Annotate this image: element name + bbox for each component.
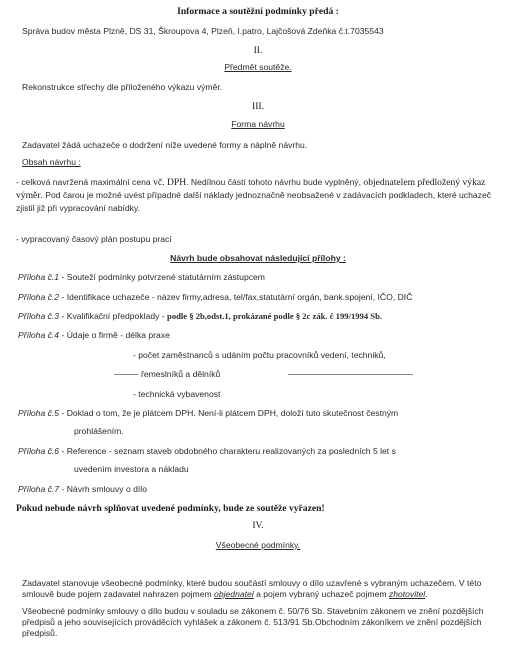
attachment-6-continued: uvedením investora a nákladu [74, 464, 189, 474]
attachment-5: Příloha č.5 - Doklad o tom, že je plátcem DPH. Není-li plátcem DPH, doloží tuto skutečnost čestným [18, 408, 399, 418]
section-iii-intro: Zadavatel žádá uchazeče o dodržení níže uvedené formy a náplně návrhu. [22, 140, 308, 150]
organization-line: Správa budov města Plzně, DS 31, Škroupova 4, Plzeň, I.patro, Lajčošová Zdeňka č.t.7035543 [22, 26, 384, 36]
attachment-1: Příloha č.1 - Souteží podmínky potvrzené statutárním zástupcem [18, 272, 265, 282]
attachment-6: Příloha č.6 - Reference - seznam staveb obdobného charakteru realizovaných za posledních 5 let s [18, 446, 396, 456]
price-text-c: . Nedílnou částí tohoto návrhu bude vyplněný, [186, 177, 364, 187]
term-contractor: zhotovitel [388, 589, 426, 599]
attachment-4: Příloha č.4 - Údaje o firmě - délka praxe [18, 330, 170, 340]
attachment-5-continued: prohlášením. [74, 426, 124, 436]
blank-line [114, 374, 138, 375]
content-item-price [16, 176, 500, 215]
content-item-schedule: - vypracovaný časový plán postupu prací [16, 234, 172, 244]
section-ii-text: Rekonstrukce střechy dle přiloženého výkazu výměr. [22, 82, 223, 92]
disqualification-warning: Pokud nebude návrh splňovat uvedené podmínky, bude ze soutěže vyřazen! [16, 503, 325, 514]
section-iv-numeral: IV. [252, 520, 264, 531]
section-iii-heading: Forma návrhu [231, 119, 285, 129]
attachment-4-sub-equipment: - technická vybavenost [133, 389, 221, 399]
section-ii-numeral: II. [253, 45, 263, 56]
section-iv-heading: Všeobecné podmínky. [215, 540, 301, 550]
document-title: Informace a soutěžní podmínky předá : [177, 6, 339, 17]
general-conditions-p2: Všeobecné podmínky smlouvy o dílo budou v souladu se zákonem č. 50/76 Sb. Stavebním zákonem ve znění pozdějších předpisů a jeho souvisejících prováděcích vyhlášek a zákonem č. 513/91 Sb.Obchodním zákoníkem ve znění pozdějších předpisů. [22, 606, 484, 638]
term-client: objednatel [214, 589, 254, 599]
price-bill-of-quantities: objednatelem předložený výkaz výměr [16, 177, 486, 201]
price-vat: vč. DPH [153, 177, 187, 188]
content-heading: Obsah návrhu : [22, 157, 81, 167]
attachment-3: Příloha č.3 - Kvalifikační předpoklady - podle § 2b,odst.1, prokázané podle § 2c zák. č 199/1994 Sb. [18, 311, 382, 321]
attachment-4-sub-workers: řemeslníků a dělníků [141, 369, 221, 379]
general-conditions-p1: Zadavatel stanovuje všeobecné podmínky, které budou součástí smlouvy o dílo uzavřené s vybraným uchazečem. V této smlouvě bude pojem zadavatel nahrazen pojmem objednatel a pojem vybraný uchazeč pojmem zhotovitel. [22, 578, 482, 599]
section-ii-heading: Předmět soutěže. [224, 62, 292, 72]
blank-line [288, 374, 413, 375]
attachments-heading: Návrh bude obsahovat následující přílohy : [170, 253, 346, 263]
section-iii-numeral: III. [252, 101, 264, 112]
attachment-7: Příloha č.7 - Návrh smlouvy o dílo [18, 484, 147, 494]
attachment-4-sub-staff: - počet zaměstnanců s udáním počtu pracovníků vedení, techniků, [133, 350, 386, 360]
price-text-a: - celková navržená maximální cena [16, 177, 154, 187]
price-text-e: . Pod čarou je možné uvést případné další náklady jednoznačně neobsažené v zadávacích podkladech, které uchazeč zjistil již při vypracování nabídky. [16, 190, 492, 213]
attachment-2: Příloha č.2 - Identifikace uchazeče - název firmy,adresa, tel/fax,statutární orgán, bank.spojení, IČO, DIČ [18, 292, 413, 302]
